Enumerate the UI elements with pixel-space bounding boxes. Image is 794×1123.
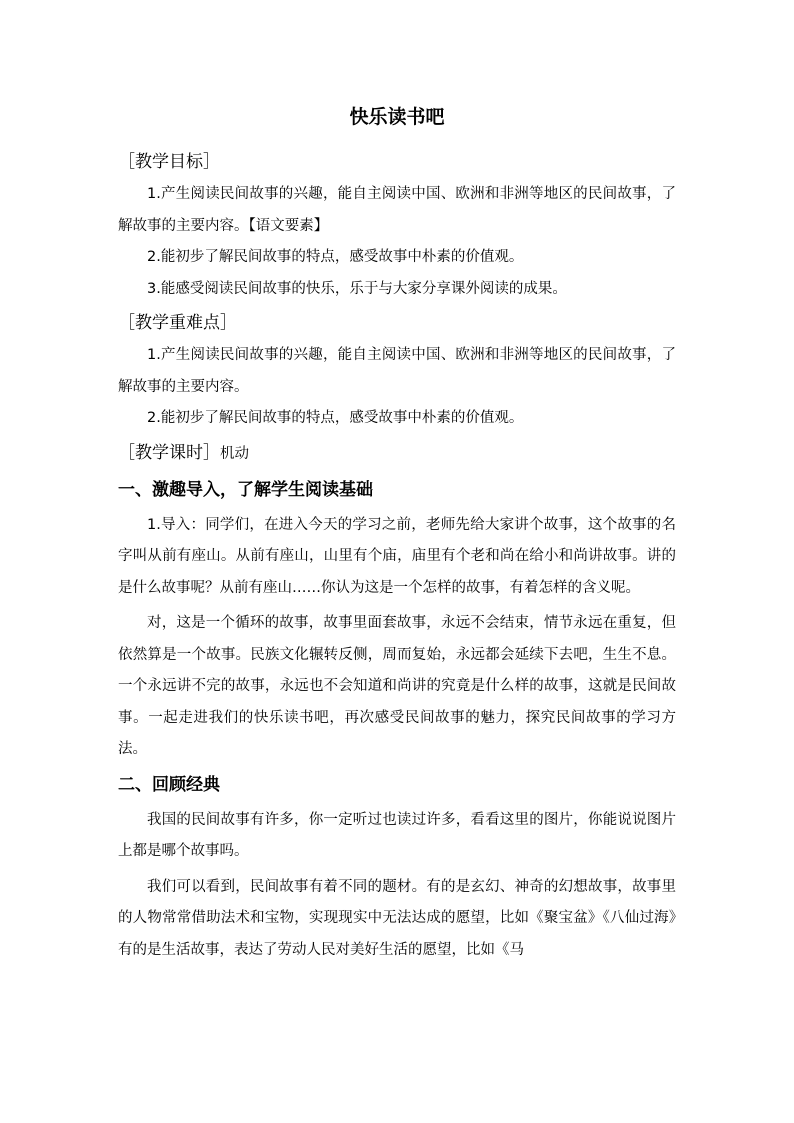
section-2-paragraph: 我们可以看到，民间故事有着不同的题材。有的是玄幻、神奇的幻想故事，故事里的人物常常借助法术和宝物，实现现实中无法达成的愿望，比如《聚宝盆》《八仙过海》有的是生活故事，表达了劳动人民对美好生活的愿望，比如《马	[118, 878, 676, 958]
class-hours-line	[118, 437, 676, 470]
class-hours-value: 机动	[220, 445, 249, 462]
class-hours-heading: ［教学课时］	[118, 442, 220, 463]
key-point-item: 2.能初步了解民间故事的特点，感受故事中朴素的价值观。	[147, 410, 524, 426]
section-1-paragraph: 1.导入：同学们，在进入今天的学习之前，老师先给大家讲个故事，这个故事的名字叫从前有座山。从前有座山，山里有个庙，庙里有个老和尚在给小和尚讲故事。讲的是什么故事呢？从前有座山……你认为这是一个怎样的故事，有着怎样的含义呢。	[118, 516, 676, 596]
key-points-heading: ［教学重难点］	[118, 313, 237, 333]
key-point-item: 1.产生阅读民间故事的兴趣，能自主阅读中国、欧洲和非洲等地区的民间故事，了解故事的主要内容。	[118, 347, 676, 395]
objective-item: 2.能初步了解民间故事的特点，感受故事中朴素的价值观。	[147, 249, 524, 265]
section-2-paragraph: 我国的民间故事有许多，你一定听过也读过许多，看看这里的图片，你能说说图片上都是哪个故事吗。	[118, 811, 676, 859]
section-2-heading: 二、回顾经典	[118, 774, 220, 795]
objectives-heading: ［教学目标］	[118, 152, 220, 172]
objective-item: 3.能感受阅读民间故事的快乐，乐于与大家分享课外阅读的成果。	[147, 280, 567, 297]
page-title: 快乐读书吧	[349, 106, 445, 128]
document-body	[118, 146, 676, 966]
objective-item: 1.产生阅读民间故事的兴趣，能自主阅读中国、欧洲和非洲等地区的民间故事，了解故事的主要内容。【语文要素】	[118, 186, 676, 234]
section-1-paragraph: 对，这是一个循环的故事，故事里面套故事，永远不会结束，情节永远在重复，但依然算是一个故事。民族文化辗转反侧，周而复始，永远都会延续下去吧，生生不息。一个永远讲不完的故事，永远也不会知道和尚讲的究竟是什么样的故事，这就是民间故事。一起走进我们的快乐读书吧，再次感受民间故事的魅力，探究民间故事的学习方法。	[118, 615, 676, 757]
section-1-heading: 一、激趣导入，了解学生阅读基础	[118, 479, 373, 500]
